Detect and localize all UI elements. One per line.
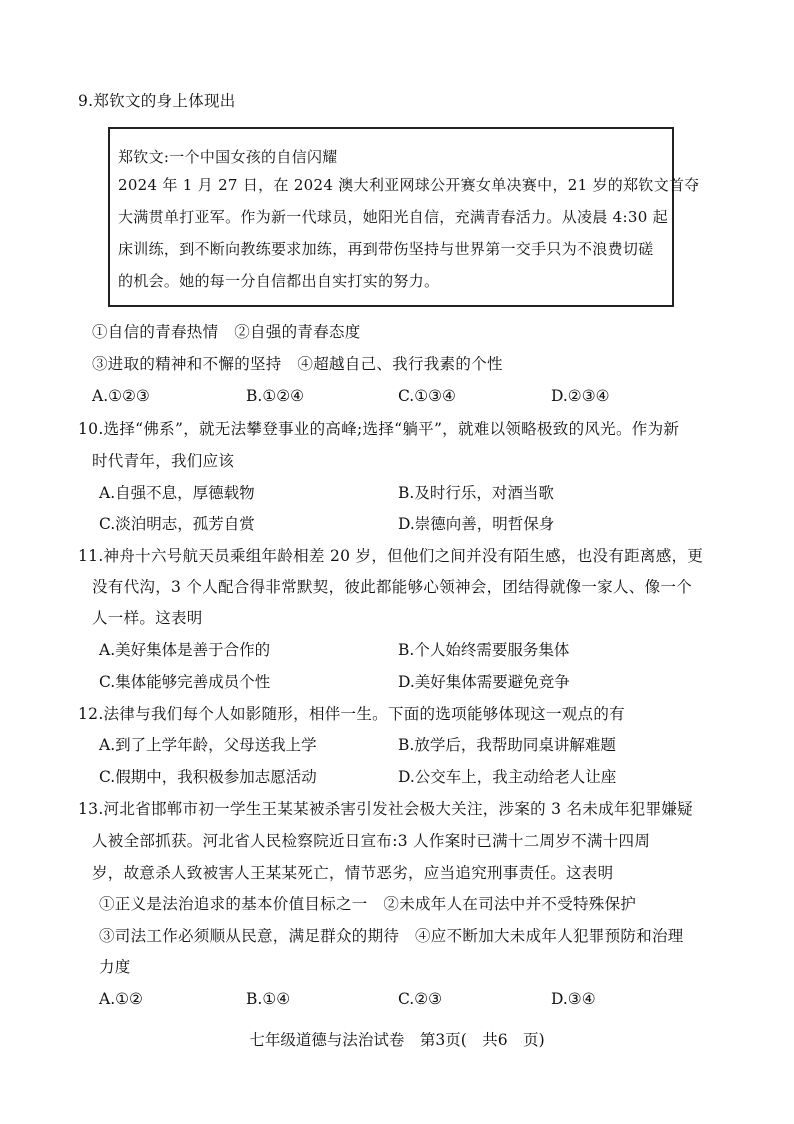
q12-option-c[interactable]: C.假期中，我积极参加志愿活动 (99, 768, 317, 786)
q12-option-a[interactable]: A.到了上学年龄，父母送我上学 (99, 736, 317, 754)
q11-stem: 人一样。这表明 (92, 609, 203, 627)
q11-option-c[interactable]: C.集体能够完善成员个性 (99, 673, 271, 691)
q9-material-box (108, 127, 700, 307)
q11-option-b[interactable]: B.个人始终需要服务集体 (398, 641, 570, 659)
q11-stem: 没有代沟，3 个人配合得非常默契，彼此都能够心领神会，团结得就像一家人、像一个 (92, 578, 692, 596)
q11-option-a[interactable]: A.美好集体是善于合作的 (99, 641, 271, 659)
q9-option-a[interactable]: A.①②③ (92, 387, 150, 405)
q12-stem: 12.法律与我们每个人如影随形，相伴一生。下面的选项能够体现这一观点的有 (78, 705, 625, 723)
q12-option-d[interactable]: D.公交车上，我主动给老人让座 (398, 768, 617, 786)
q13-statements: 力度 (99, 958, 131, 976)
q9-material-line: 2024 年 1 月 27 日，在 2024 澳大利亚网球公开赛女单决赛中，21 岁的郑钦文首夺 (118, 176, 700, 194)
q9-statements: ③进取的精神和不懈的坚持 ④超越自己、我行我素的个性 (92, 355, 503, 373)
q9-stem: 9.郑钦文的身上体现出 (78, 92, 236, 110)
q9-material-line: 大满贯单打亚军。作为新一代球员，她阳光自信，充满青春活力。从凌晨 4:30 起 (118, 208, 668, 226)
q10-option-d[interactable]: D.崇德向善，明哲保身 (398, 515, 555, 533)
q10-option-b[interactable]: B.及时行乐，对酒当歌 (398, 484, 554, 502)
q10-option-c[interactable]: C.淡泊明志，孤芳自赏 (99, 515, 255, 533)
q13-statements: ③司法工作必须顺从民意，满足群众的期待 ④应不断加大未成年人犯罪预防和治理 (99, 927, 684, 945)
q13-option-d[interactable]: D.③④ (551, 990, 596, 1008)
q9-option-b[interactable]: B.①②④ (246, 387, 305, 405)
q13-stem: 13.河北省邯郸市初一学生王某某被杀害引发社会极大关注，涉案的 3 名未成年犯罪嫌疑 (78, 800, 693, 818)
q11-stem: 11.神舟十六号航天员乘组年龄相差 20 岁，但他们之间并没有陌生感，也没有距离感，更 (78, 547, 704, 565)
q9-material-line: 的机会。她的每一分自信都出自实打实的努力。 (118, 272, 440, 290)
q9-statements: ①自信的青春热情 ②自强的青春态度 (92, 323, 361, 341)
q9-material-line: 床训练，到不断向教练要求加练，再到带伤坚持与世界第一交手只为不浪费切磋 (118, 240, 654, 258)
q9-option-d[interactable]: D.②③④ (551, 387, 610, 405)
q10-stem: 10.选择“佛系”，就无法攀登事业的高峰;选择“躺平”，就难以领略极致的风光。作为新 (78, 420, 680, 438)
q9-option-c[interactable]: C.①③④ (398, 387, 456, 405)
q13-option-c[interactable]: C.②③ (398, 990, 443, 1008)
q13-stem: 人被全部抓获。河北省人民检察院近日宣布:3 人作案时已满十二周岁不满十四周 (92, 832, 651, 850)
q13-stem: 岁，故意杀人致被害人王某某死亡，情节恶劣，应当追究刑事责任。这表明 (92, 864, 614, 882)
page-footer: 七年级道德与法治试卷 第3页( 共6 页) (249, 1031, 545, 1049)
q12-option-b[interactable]: B.放学后，我帮助同桌讲解难题 (398, 736, 616, 754)
q10-stem: 时代青年，我们应该 (92, 452, 235, 470)
q13-statements: ①正义是法治追求的基本价值目标之一 ②未成年人在司法中并不受特殊保护 (99, 895, 637, 913)
q10-option-a[interactable]: A.自强不息，厚德载物 (99, 484, 255, 502)
q13-option-b[interactable]: B.①④ (246, 990, 291, 1008)
q9-material-title: 郑钦文:一个中国女孩的自信闪耀 (118, 148, 338, 166)
q13-option-a[interactable]: A.①② (99, 990, 143, 1008)
q11-option-d[interactable]: D.美好集体需要避免竞争 (398, 673, 570, 691)
